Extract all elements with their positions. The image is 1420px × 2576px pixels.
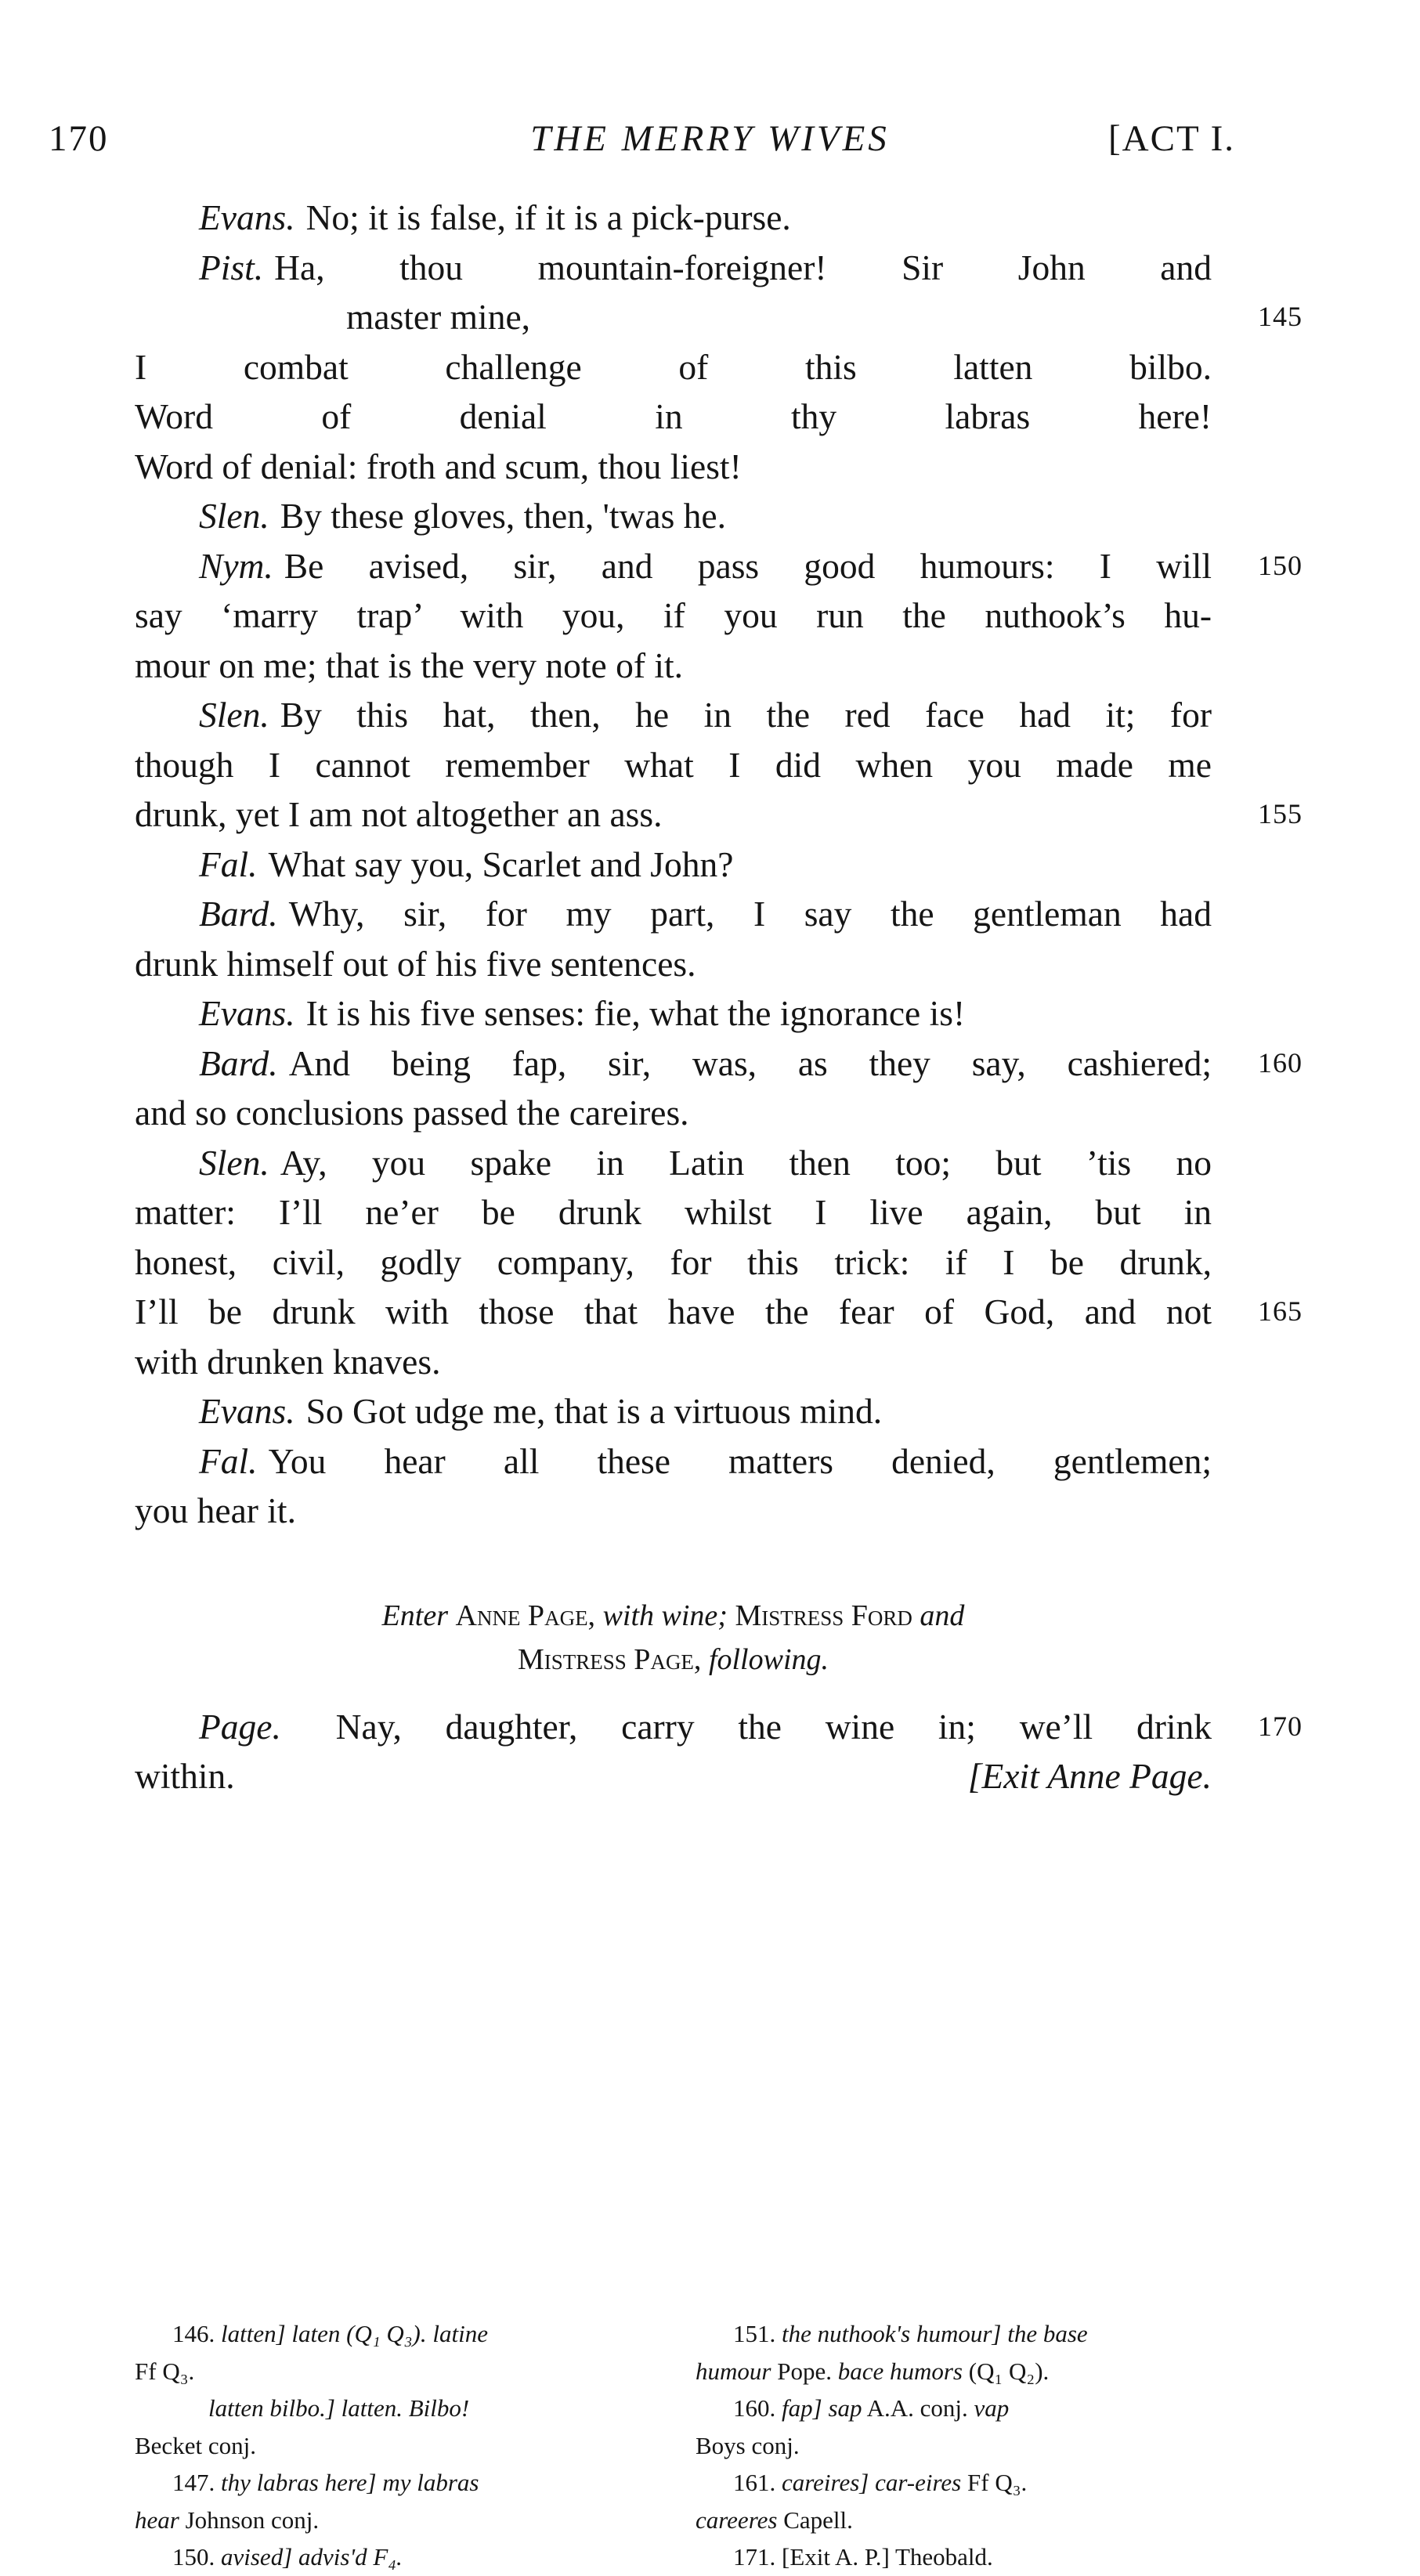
line-text: drunk himself out of his five sentences. <box>135 943 696 984</box>
footnote-line <box>696 2464 1201 2502</box>
stage-direction-line-1 <box>135 1594 1212 1638</box>
verse-line <box>135 1088 1212 1138</box>
line-text: honest, civil, godly company, for this trick: if I be drunk, <box>135 1241 1212 1282</box>
footnote-reading: laten (Q₁ Q₃). <box>291 2320 427 2347</box>
line-text: and so conclusions passed the careires. <box>135 1093 689 1133</box>
speaker-name: Fal. <box>199 1440 258 1481</box>
speaker-name: Fal. <box>199 844 258 884</box>
line-text: You hear all these matters denied, gentlemen; <box>268 1440 1212 1481</box>
stage-enter: Enter <box>381 1599 448 1632</box>
footnote-reading: advis'd F₄. <box>298 2543 403 2571</box>
footnote-plain: Ff Q₃. <box>967 2469 1028 2496</box>
verse-line <box>135 1138 1212 1188</box>
line-text: Ay, you spake in Latin then too; but ’tis no <box>280 1142 1212 1183</box>
footnote-lemma: latten] <box>221 2320 286 2347</box>
speaker-name: Evans. <box>199 197 295 237</box>
verse-line <box>135 342 1212 392</box>
footnote-plain: A.A. conj. <box>866 2394 968 2422</box>
footnote-reading: sap <box>828 2394 862 2422</box>
footnote-num: 171. <box>733 2543 776 2571</box>
verse-line <box>135 1039 1303 1089</box>
verse-line <box>135 889 1212 939</box>
footnote-reading: the base <box>1007 2320 1088 2347</box>
footnote-plain: Becket conj. <box>135 2431 256 2459</box>
stage-following: following. <box>708 1642 829 1676</box>
line-number: 165 <box>1258 1295 1303 1327</box>
line-text: I’ll be drunk with those that have the fear of God, and not <box>135 1292 1212 1331</box>
line-number: 170 <box>1258 1710 1303 1742</box>
verse-line <box>135 1237 1212 1288</box>
line-text: say ‘marry trap’ with you, if you run the nuthook’s hu- <box>135 595 1212 635</box>
footnote-line <box>135 2390 640 2427</box>
speaker-name: Bard. <box>199 894 278 934</box>
line-number: 155 <box>1258 798 1303 829</box>
verse-line <box>135 1337 1212 1387</box>
line-text: By these gloves, then, 'twas he. <box>280 496 726 536</box>
speaker-name: Page. <box>199 1706 281 1747</box>
footnote-lemma: the nuthook's humour] <box>782 2320 1002 2347</box>
footnote-italic: hear <box>135 2506 179 2534</box>
footnote-reading: latten. Bilbo! <box>341 2394 470 2422</box>
speaker-name: Evans. <box>199 993 295 1033</box>
footnote-line <box>135 2538 640 2576</box>
verse-line <box>135 1187 1212 1237</box>
stage-with-wine: with wine; <box>602 1599 728 1632</box>
speaker-name: Bard. <box>199 1042 278 1083</box>
footnote-plain: Ff Q₃. <box>135 2357 195 2385</box>
speaker-name: Slen. <box>199 1142 269 1183</box>
footnote-italic2: bace humors <box>837 2357 963 2385</box>
line-text: Word of denial in thy labras here! <box>135 396 1212 436</box>
footnote-line <box>135 2427 640 2465</box>
line-text: Nay, daughter, carry the wine in; we’ll drink <box>335 1706 1212 1747</box>
line-text: master mine, <box>346 297 531 337</box>
verse-line <box>135 1436 1212 1487</box>
stage-mistress-page: Mistress Page, <box>517 1642 702 1676</box>
footnote-lemma: thy labras here] <box>221 2469 377 2496</box>
verse-line <box>135 690 1212 740</box>
line-text: Why, sir, for my part, I say the gentleman had <box>288 894 1212 934</box>
verse-line <box>135 1751 1212 1801</box>
line-text: What say you, Scarlet and John? <box>268 844 734 884</box>
verse-line <box>135 789 1303 840</box>
line-text: though I cannot remember what I did when you made me <box>135 744 1212 785</box>
footnote-lemma: avised] <box>221 2543 293 2571</box>
speaker-name: Nym. <box>199 545 273 586</box>
exit-direction: [Exit Anne Page. <box>967 1756 1212 1796</box>
verse-line <box>135 442 1212 492</box>
act-marker: [ACT I. <box>1108 118 1235 159</box>
line-text: Word of denial: froth and scum, thou liest! <box>135 446 742 486</box>
footnote-num: 160. <box>733 2394 776 2422</box>
line-text: It is his five senses: fie, what the ignorance is! <box>305 993 966 1033</box>
stage-anne-page: Anne Page, <box>455 1599 596 1632</box>
line-text: No; it is false, if it is a pick-purse. <box>305 197 791 237</box>
speaker-name: Evans. <box>199 1391 295 1431</box>
line-text: mour on me; that is the very note of it. <box>135 645 684 685</box>
verse-line <box>135 939 1212 989</box>
line-text: So Got udge me, that is a virtuous mind. <box>305 1391 883 1431</box>
footnote-num: 150. <box>172 2543 215 2571</box>
line-text: you hear it. <box>135 1490 296 1530</box>
footnote-lemma: careires] <box>782 2469 869 2496</box>
speaker-name: Slen. <box>199 695 269 735</box>
stage-mistress-ford: Mistress Ford <box>735 1599 912 1632</box>
footnote-line <box>135 2464 640 2502</box>
footnote-lemma: latten bilbo.] <box>208 2394 335 2422</box>
line-text: within. <box>135 1756 235 1796</box>
footnote-italic: careeres <box>696 2506 778 2534</box>
footnote-line <box>696 2315 1201 2353</box>
verse-line <box>135 840 1212 890</box>
running-title: THE MERRY WIVES <box>530 118 890 159</box>
line-text: with drunken knaves. <box>135 1341 441 1382</box>
verse-line <box>135 491 1212 541</box>
footnote-line <box>135 2502 640 2539</box>
line-text: Ha, thou mountain-foreigner! Sir John and <box>274 247 1212 287</box>
verse-line <box>135 1287 1303 1337</box>
footnote-line <box>696 2427 1201 2465</box>
footnote-plain: Pope. <box>777 2357 832 2385</box>
speaker-name: Slen. <box>199 496 269 536</box>
line-text: I combat challenge of this latten bilbo. <box>135 346 1212 387</box>
verse-line <box>135 1486 1212 1536</box>
footnote-plain: Capell. <box>783 2506 853 2534</box>
line-number: 150 <box>1258 549 1303 581</box>
dialogue-lines <box>135 193 1303 1536</box>
play-text <box>135 193 1303 1801</box>
footnote-num: 147. <box>172 2469 215 2496</box>
footnotes-left-column <box>135 2315 640 2576</box>
stage-and: and <box>920 1599 965 1632</box>
line-text: matter: I’ll ne’er be drunk whilst I live again, but in <box>135 1192 1212 1232</box>
footnote-plain: [Exit A. P.] Theobald. <box>782 2543 993 2571</box>
verse-line <box>135 392 1212 442</box>
footnote-plain2: (Q₁ Q₂). <box>968 2357 1050 2385</box>
footnotes-right-column <box>696 2315 1201 2576</box>
line-number: 145 <box>1258 301 1303 332</box>
line-text: Be avised, sir, and pass good humours: I will <box>284 545 1212 586</box>
footnote-line <box>696 2390 1201 2427</box>
footnote-line <box>135 2353 640 2390</box>
page-number: 170 <box>49 118 109 159</box>
verse-line <box>135 1386 1212 1436</box>
stage-direction <box>135 1594 1212 1682</box>
verse-line <box>135 243 1212 293</box>
footnote-line <box>135 2315 640 2353</box>
line-number: 160 <box>1258 1046 1303 1078</box>
line-text: By this hat, then, he in the red face had it; for <box>280 695 1212 735</box>
footnote-line <box>696 2538 1201 2576</box>
speaker-name: Pist. <box>199 247 264 287</box>
line-text: drunk, yet I am not altogether an ass. <box>135 794 663 834</box>
footnote-italic: humour <box>696 2357 771 2385</box>
footnote-line <box>696 2353 1201 2390</box>
footnote-plain: Boys conj. <box>696 2431 800 2459</box>
verse-line <box>135 740 1212 790</box>
stage-direction-line-2 <box>135 1638 1212 1682</box>
verse-line <box>135 591 1212 641</box>
footnote-plain: Johnson conj. <box>185 2506 320 2534</box>
verse-line <box>135 1702 1303 1752</box>
footnote-reading: my labras <box>382 2469 479 2496</box>
footnote-line <box>696 2502 1201 2539</box>
footnote-lemma: fap] <box>782 2394 822 2422</box>
footnote-alt: latine <box>432 2320 488 2347</box>
footnote-num: 151. <box>733 2320 776 2347</box>
line-text: And being fap, sir, was, as they say, cashiered; <box>288 1042 1212 1083</box>
running-header <box>0 117 1420 172</box>
verse-line <box>135 292 1303 342</box>
footnote-reading: car-eires <box>875 2469 962 2496</box>
footnote-num: 161. <box>733 2469 776 2496</box>
verse-line <box>135 641 1212 691</box>
verse-line <box>135 988 1212 1039</box>
footnote-alt: vap <box>974 2394 1010 2422</box>
footnote-num: 146. <box>172 2320 215 2347</box>
verse-line <box>135 193 1212 243</box>
verse-line <box>135 541 1303 591</box>
